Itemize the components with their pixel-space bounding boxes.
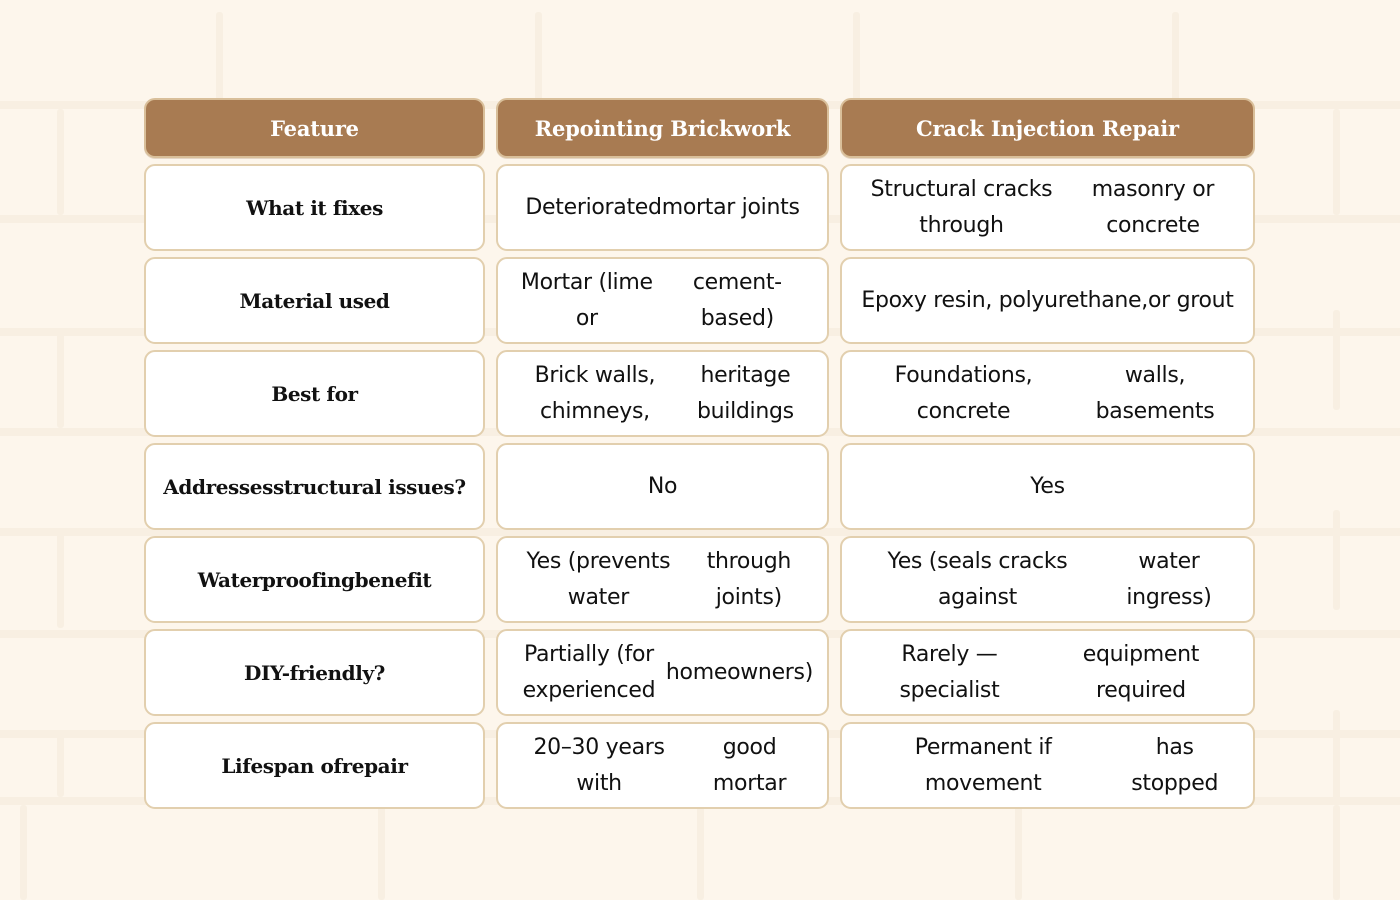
row-structural-issues-repointing [496,443,829,530]
mortar-joint [57,530,64,628]
cell-text: heritage buildings [696,362,794,424]
mortar-joint [1333,109,1340,215]
cell-text: or grout [1147,287,1234,313]
comparison-table [144,98,1256,809]
cell-text: Partially (for experienced [522,641,656,703]
row-best-for-injection [840,350,1255,437]
cell-text: homeowners) [665,659,813,685]
cell-text: Rarely — specialist [899,641,1000,703]
mortar-joint [853,12,860,102]
row-lifespan-feature [144,722,485,809]
cell-text: equipment required [1082,641,1200,703]
cell-text: has stopped [1131,734,1219,796]
mortar-joint [57,733,64,797]
mortar-joint [697,805,704,900]
cell-text: water ingress) [1126,548,1212,610]
row-material-used-feature [144,257,485,344]
row-waterproofing-repointing [496,536,829,623]
feature-label: Material used [239,288,390,313]
cell-text: Yes (seals cracks against [887,548,1068,610]
cell-text: good mortar [712,734,787,796]
row-material-used-injection [840,257,1255,344]
mortar-joint [216,12,223,102]
mortar-joint [535,12,542,102]
row-waterproofing-feature [144,536,485,623]
feature-label: DIY-friendly? [244,660,385,685]
mortar-joint [1333,510,1340,610]
cell-text: Yes (prevents water [526,548,671,610]
row-best-for-repointing [496,350,829,437]
feature-label: What it fixes [246,195,383,220]
cell-text: Structural cracks through [870,176,1053,238]
row-waterproofing-injection [840,536,1255,623]
row-material-used-repointing [496,257,829,344]
cell-text: cement-based) [692,269,782,331]
row-what-it-fixes-injection [840,164,1255,251]
header-crack-injection-repair: Crack Injection Repair [840,98,1255,158]
row-structural-issues-feature [144,443,485,530]
cell-text: Foundations, concrete [894,362,1033,424]
mortar-joint [57,330,64,428]
mortar-joint [1333,710,1340,800]
row-diy-friendly-feature [144,629,485,716]
cell-text: masonry or concrete [1091,176,1215,238]
mortar-joint [1333,805,1340,900]
header-repointing-brickwork: Repointing Brickwork [496,98,829,158]
header-feature: Feature [144,98,485,158]
feature-label: repair [341,753,408,778]
row-what-it-fixes-repointing [496,164,829,251]
feature-label: Lifespan of [221,753,342,778]
cell-text: Epoxy resin, polyurethane, [861,287,1148,313]
feature-label: benefit [354,567,432,592]
cell-text: Mortar (lime or [520,269,653,331]
cell-text: Permanent if movement [914,734,1052,796]
row-structural-issues-injection [840,443,1255,530]
cell-text: Deteriorated [525,194,662,220]
mortar-joint [57,109,64,215]
cell-text: Yes [1030,473,1065,499]
feature-label: Waterproofing [197,567,355,592]
feature-label: Addresses [163,474,273,499]
mortar-joint [378,805,385,900]
cell-text: No [647,473,678,499]
mortar-joint [1333,310,1340,410]
row-lifespan-injection [840,722,1255,809]
feature-label: Best for [271,381,358,406]
mortar-joint [1015,805,1022,900]
cell-text: walls, basements [1095,362,1215,424]
cell-text: mortar joints [661,194,800,220]
row-what-it-fixes-feature [144,164,485,251]
row-best-for-feature [144,350,485,437]
row-lifespan-repointing [496,722,829,809]
row-diy-friendly-repointing [496,629,829,716]
row-diy-friendly-injection [840,629,1255,716]
cell-text: Brick walls, chimneys, [534,362,656,424]
cell-text: through joints) [706,548,792,610]
feature-label: structural issues? [272,474,466,499]
mortar-joint [1172,12,1179,102]
cell-text: 20–30 years with [533,734,665,796]
mortar-joint [20,805,27,900]
